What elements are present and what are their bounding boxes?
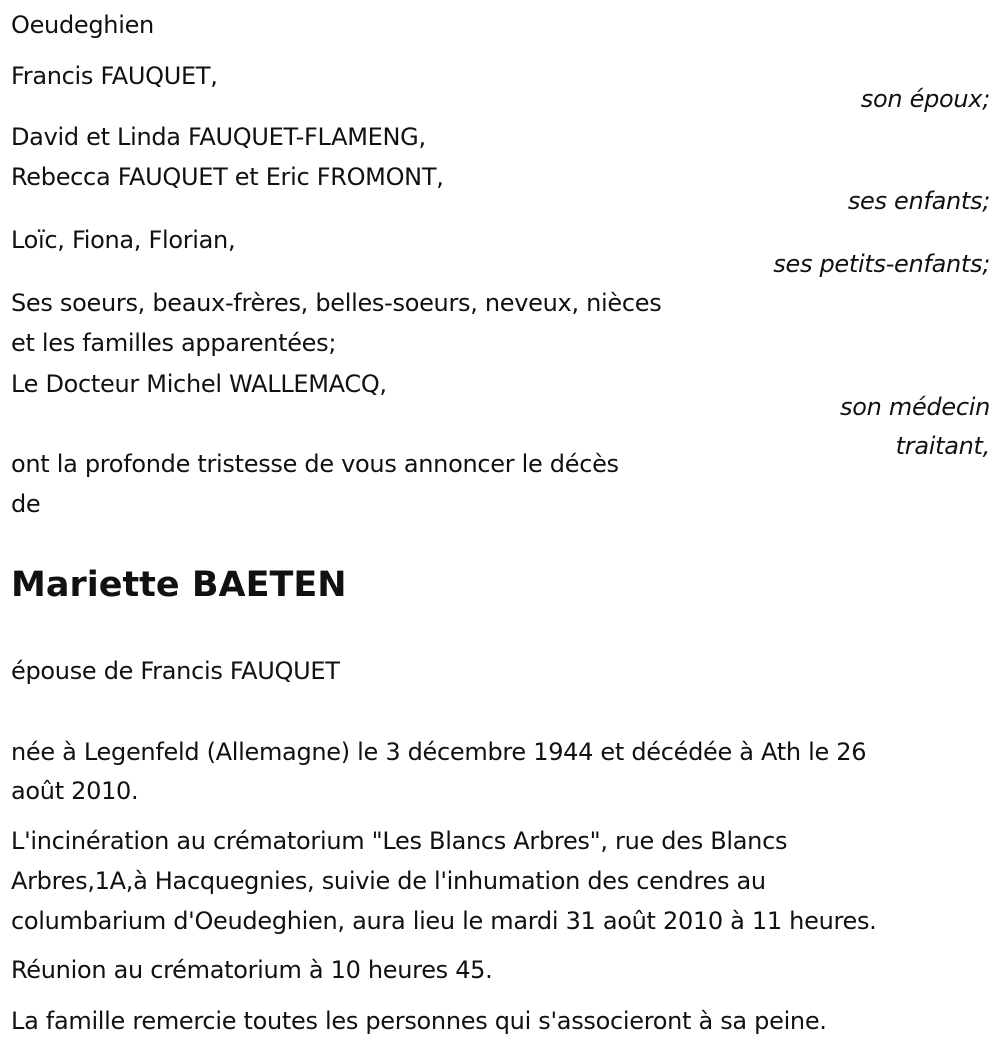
deceased-name: Mariette BAETEN bbox=[11, 565, 347, 605]
relatives-line-2: et les familles apparentées; bbox=[11, 329, 337, 357]
location: Oeudeghien bbox=[11, 11, 154, 39]
announcement-line-1: ont la profonde tristesse de vous annoncer le décès bbox=[11, 450, 619, 478]
relation-doctor-line-1: son médecin bbox=[840, 393, 990, 421]
relation-doctor-line-2: traitant, bbox=[895, 432, 990, 460]
announcement-line-2: de bbox=[11, 490, 41, 518]
children-line-1: David et Linda FAUQUET-FLAMENG, bbox=[11, 123, 426, 151]
ceremony-line-2: Arbres,1A,à Hacquegnies, suivie de l'inhumation des cendres au bbox=[11, 867, 766, 895]
ceremony-line-1: L'incinération au crématorium "Les Blancs Arbres", rue des Blancs bbox=[11, 827, 788, 855]
birth-death-line-2: août 2010. bbox=[11, 777, 139, 805]
relation-grandchildren: ses petits-enfants; bbox=[773, 250, 990, 278]
grandchildren-line: Loïc, Fiona, Florian, bbox=[11, 226, 236, 254]
birth-death-line-1: née à Legenfeld (Allemagne) le 3 décembre 1944 et décédée à Ath le 26 bbox=[11, 738, 867, 766]
doctor-line: Le Docteur Michel WALLEMACQ, bbox=[11, 370, 387, 398]
meeting-line: Réunion au crématorium à 10 heures 45. bbox=[11, 956, 493, 984]
relation-spouse: son époux; bbox=[860, 85, 990, 113]
spouse-name: Francis FAUQUET, bbox=[11, 62, 218, 90]
relation-children: ses enfants; bbox=[847, 187, 990, 215]
ceremony-line-3: columbarium d'Oeudeghien, aura lieu le mardi 31 août 2010 à 11 heures. bbox=[11, 907, 877, 935]
relatives-line-1: Ses soeurs, beaux-frères, belles-soeurs, neveux, nièces bbox=[11, 289, 662, 317]
thanks-line: La famille remercie toutes les personnes qui s'associeront à sa peine. bbox=[11, 1007, 827, 1035]
spouse-line: épouse de Francis FAUQUET bbox=[11, 657, 340, 685]
children-line-2: Rebecca FAUQUET et Eric FROMONT, bbox=[11, 163, 444, 191]
